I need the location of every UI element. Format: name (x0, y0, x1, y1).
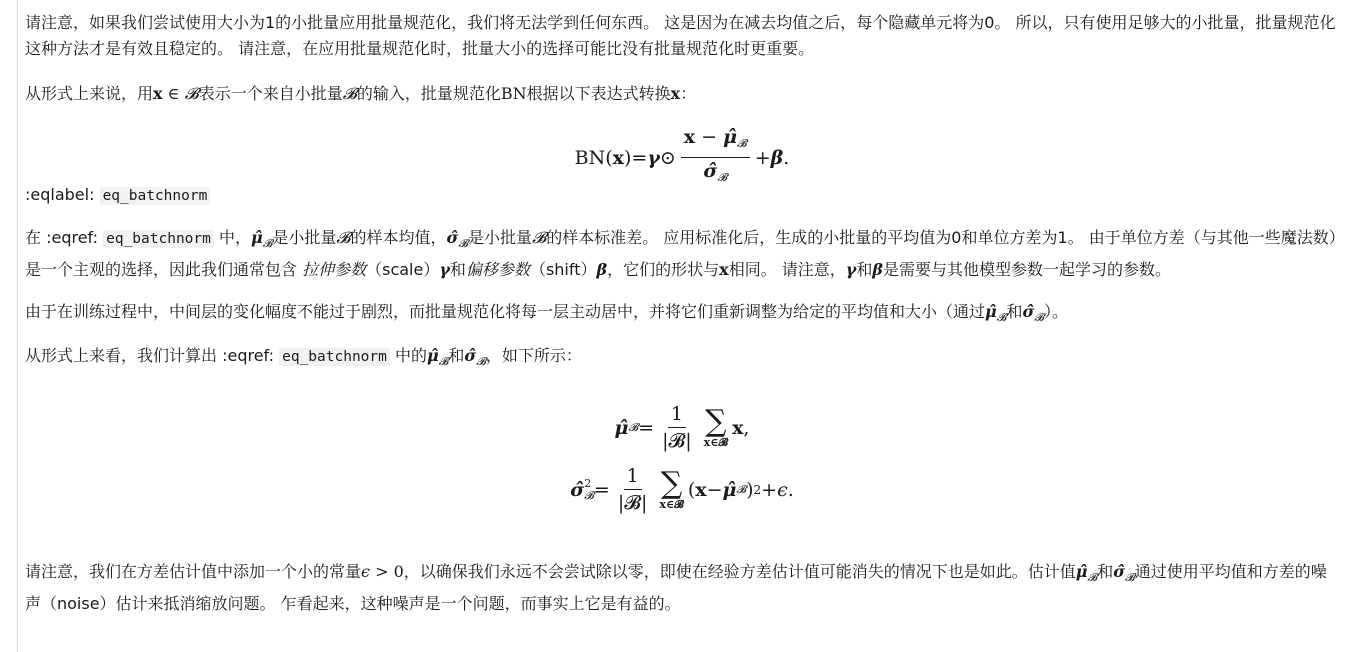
summation (659, 465, 684, 511)
math-sigma-hat: σ̂ (446, 228, 459, 247)
superscript: 2 (584, 476, 592, 490)
text: （shift） (529, 260, 597, 279)
equation-mean-variance (25, 387, 1339, 559)
math-batch: 𝓑 (336, 228, 351, 247)
math-comma: , (743, 416, 750, 439)
text: 和 (856, 260, 873, 279)
math-x: x (153, 84, 163, 103)
math-plus: + (754, 146, 771, 169)
math-square: 2 (753, 482, 762, 497)
text: ，如下所示： (485, 346, 582, 365)
paragraph-compute (25, 343, 1339, 375)
math-lparen: ( (687, 478, 696, 501)
math-sigma-hat: σ̂ (1113, 562, 1125, 581)
math-minus: − (695, 126, 724, 148)
text: 中的 (389, 346, 427, 365)
math-bn: BN (500, 84, 527, 103)
numerator: 1 (624, 465, 642, 490)
text: 表示一个来自小批量 (198, 84, 343, 103)
text: 的输入，批量规范化 (356, 84, 501, 103)
math-gamma: γ (647, 146, 660, 169)
math-mu-hat: μ̂ (985, 302, 997, 321)
math-batch-sub: 𝓑 (1034, 311, 1044, 324)
paragraph-centering (25, 299, 1339, 331)
math-x: x (695, 478, 707, 501)
math-gamma: γ (439, 260, 450, 279)
math-sigma-hat: σ̂ (1022, 302, 1035, 321)
math-batch: 𝓑 (184, 84, 199, 103)
summation (703, 403, 729, 449)
math-x: x (612, 146, 624, 169)
math-equals: = (593, 478, 610, 501)
paragraph-batch-size-note (25, 10, 1339, 62)
math-dot: . (787, 478, 794, 501)
math-beta: β (770, 146, 784, 169)
math-mu-hat: μ̂ (1075, 562, 1088, 581)
equation-variance (25, 465, 1339, 514)
math-batch-sub: 𝓑 (628, 420, 639, 434)
math-dot: . (783, 146, 790, 169)
math-batch-sub: 𝓑 (736, 482, 747, 496)
math-batch-sub: 𝓑 (1125, 571, 1135, 584)
math-x: x (719, 260, 729, 279)
text: 相同。 请注意， (728, 260, 846, 279)
math-equals: = (638, 416, 655, 439)
math-batch: 𝓑 (532, 228, 547, 247)
math-gamma: γ (845, 260, 857, 279)
math-mu-hat: μ̂ (723, 126, 738, 148)
code-eq-batchnorm: eq_batchnorm (279, 348, 390, 366)
text: 的样本均值， (350, 228, 447, 247)
math-epsilon: ϵ (777, 478, 788, 501)
math-batch-sub: 𝓑 (458, 237, 469, 250)
paragraph-epsilon-note (25, 559, 1339, 617)
emphasis-shift: 偏移参数 (465, 260, 530, 279)
math-batch-sub: 𝓑 (476, 355, 486, 368)
math-in: ∈ (162, 84, 185, 103)
text: 通过使用平均值和方差的噪声（noise）估计来抵消缩放问题。 乍看起来，这种噪声是一个问题，而事实上它是有益的。 (25, 562, 1327, 613)
fraction (615, 465, 651, 514)
math-sigma-hat: σ̂ (570, 478, 585, 501)
sum-symbol: ∑ (660, 465, 683, 501)
code-eq-batchnorm: eq_batchnorm (103, 230, 214, 248)
math-equals: = (631, 146, 648, 169)
emphasis-scale: 拉伸参数 (302, 260, 367, 279)
math-close: ) (623, 146, 632, 169)
text: 从形式上来看，我们计算出 :eqref: (25, 346, 275, 365)
text: 是小批量 (272, 228, 337, 247)
denominator (700, 158, 730, 189)
math-plus: + (761, 478, 778, 501)
text: 是小批量 (468, 228, 533, 247)
numerator (681, 126, 750, 158)
math-odot: ⊙ (659, 146, 676, 169)
text: 的样本标准差。 应用标准化后，生成的小批量的平均值为0和单位方差为1。 由于单位方差（与其他一些魔法数）是一个主观的选择，因此我们通常包含 (25, 228, 1337, 279)
numerator: 1 (668, 403, 686, 428)
left-border (17, 0, 18, 652)
sum-subscript: x∈𝓑 (659, 497, 684, 511)
math-rparen: ) (746, 478, 754, 501)
text: 是需要与其他模型参数一起学习的参数。 (882, 260, 1171, 279)
paragraph-bn-definition (25, 81, 1339, 107)
text: 请注意，我们在方差估计值中添加一个小的常量 (25, 562, 362, 581)
math-x: x (670, 84, 681, 103)
math-beta: β (596, 260, 608, 279)
text: 和 (449, 260, 466, 279)
paragraph-mean-std (25, 225, 1339, 283)
denominator: |𝓑| (617, 492, 648, 514)
math-epsilon: ϵ (361, 562, 370, 581)
text: （scale） (366, 260, 440, 279)
math-x: x (732, 416, 744, 439)
math-sigma-hat: σ̂ (703, 160, 718, 182)
equation-batchnorm (25, 107, 1339, 184)
math-batch-sub: 𝓑 (1087, 571, 1098, 584)
sup-sub (584, 478, 594, 502)
math-gt-zero: > 0 (369, 562, 404, 581)
math-mu-hat: μ̂ (722, 478, 737, 501)
text: 在 :eqref: (25, 228, 99, 247)
text: 和 (448, 346, 465, 365)
code-eq-batchnorm: eq_batchnorm (100, 187, 211, 205)
text: 根据以下表达式转换 (526, 84, 671, 103)
text: ： (680, 84, 697, 103)
math-x: x (683, 126, 696, 148)
math-batch-sub: 𝓑 (584, 488, 594, 502)
article-content (25, 10, 1339, 617)
math-beta: β (872, 260, 883, 279)
text: 和 (1097, 562, 1114, 581)
math-mu-hat: μ̂ (614, 416, 629, 439)
fraction (681, 126, 750, 189)
math-batch-sub: 𝓑 (438, 355, 449, 368)
math-batch-sub: 𝓑 (717, 171, 728, 184)
math-mu-hat: μ̂ (426, 346, 439, 365)
math-batch-sub: 𝓑 (996, 311, 1007, 324)
math-bn-open: BN( (574, 146, 613, 169)
text: :eqlabel: (25, 185, 95, 204)
text: ）。 (1043, 302, 1068, 321)
math-batch: 𝓑 (342, 84, 357, 103)
math-sigma-hat: σ̂ (464, 346, 477, 365)
text: 和 (1006, 302, 1023, 321)
sum-subscript: x∈𝓑 (703, 435, 729, 449)
text: 中， (213, 228, 251, 247)
math-batch-sub: 𝓑 (737, 137, 747, 150)
text: 从形式上来说，用 (25, 84, 154, 103)
fraction (659, 403, 695, 452)
text: 由于在训练过程中，中间层的变化幅度不能过于剧烈，而批量规范化将每一层主动居中，并将它们重新调整为给定的平均值和大小（通过 (25, 302, 986, 321)
denominator: |𝓑| (662, 430, 692, 452)
paragraph-text: 请注意，如果我们尝试使用大小为1的小批量应用批量规范化，我们将无法学到任何东西。 这是因为在减去均值之后，每个隐藏单元将为0。 所以，只有使用足够大的小批量，批量规范化这种方法才是有效且稳定的。 请注意，在应用批量规范化时，批量大小的选择可能比没有批量规范化时更重要。 (25, 13, 1336, 58)
math-mu-hat: μ̂ (250, 228, 263, 247)
math-batch-sub: 𝓑 (262, 237, 273, 250)
text: ，它们的形状与 (607, 260, 720, 279)
math-minus: − (706, 478, 723, 501)
text: ，以确保我们永远不会尝试除以零，即使在经验方差估计值可能消失的情况下也是如此。估计值 (403, 562, 1076, 581)
sum-symbol: ∑ (705, 403, 727, 439)
equation-mean (25, 403, 1339, 452)
